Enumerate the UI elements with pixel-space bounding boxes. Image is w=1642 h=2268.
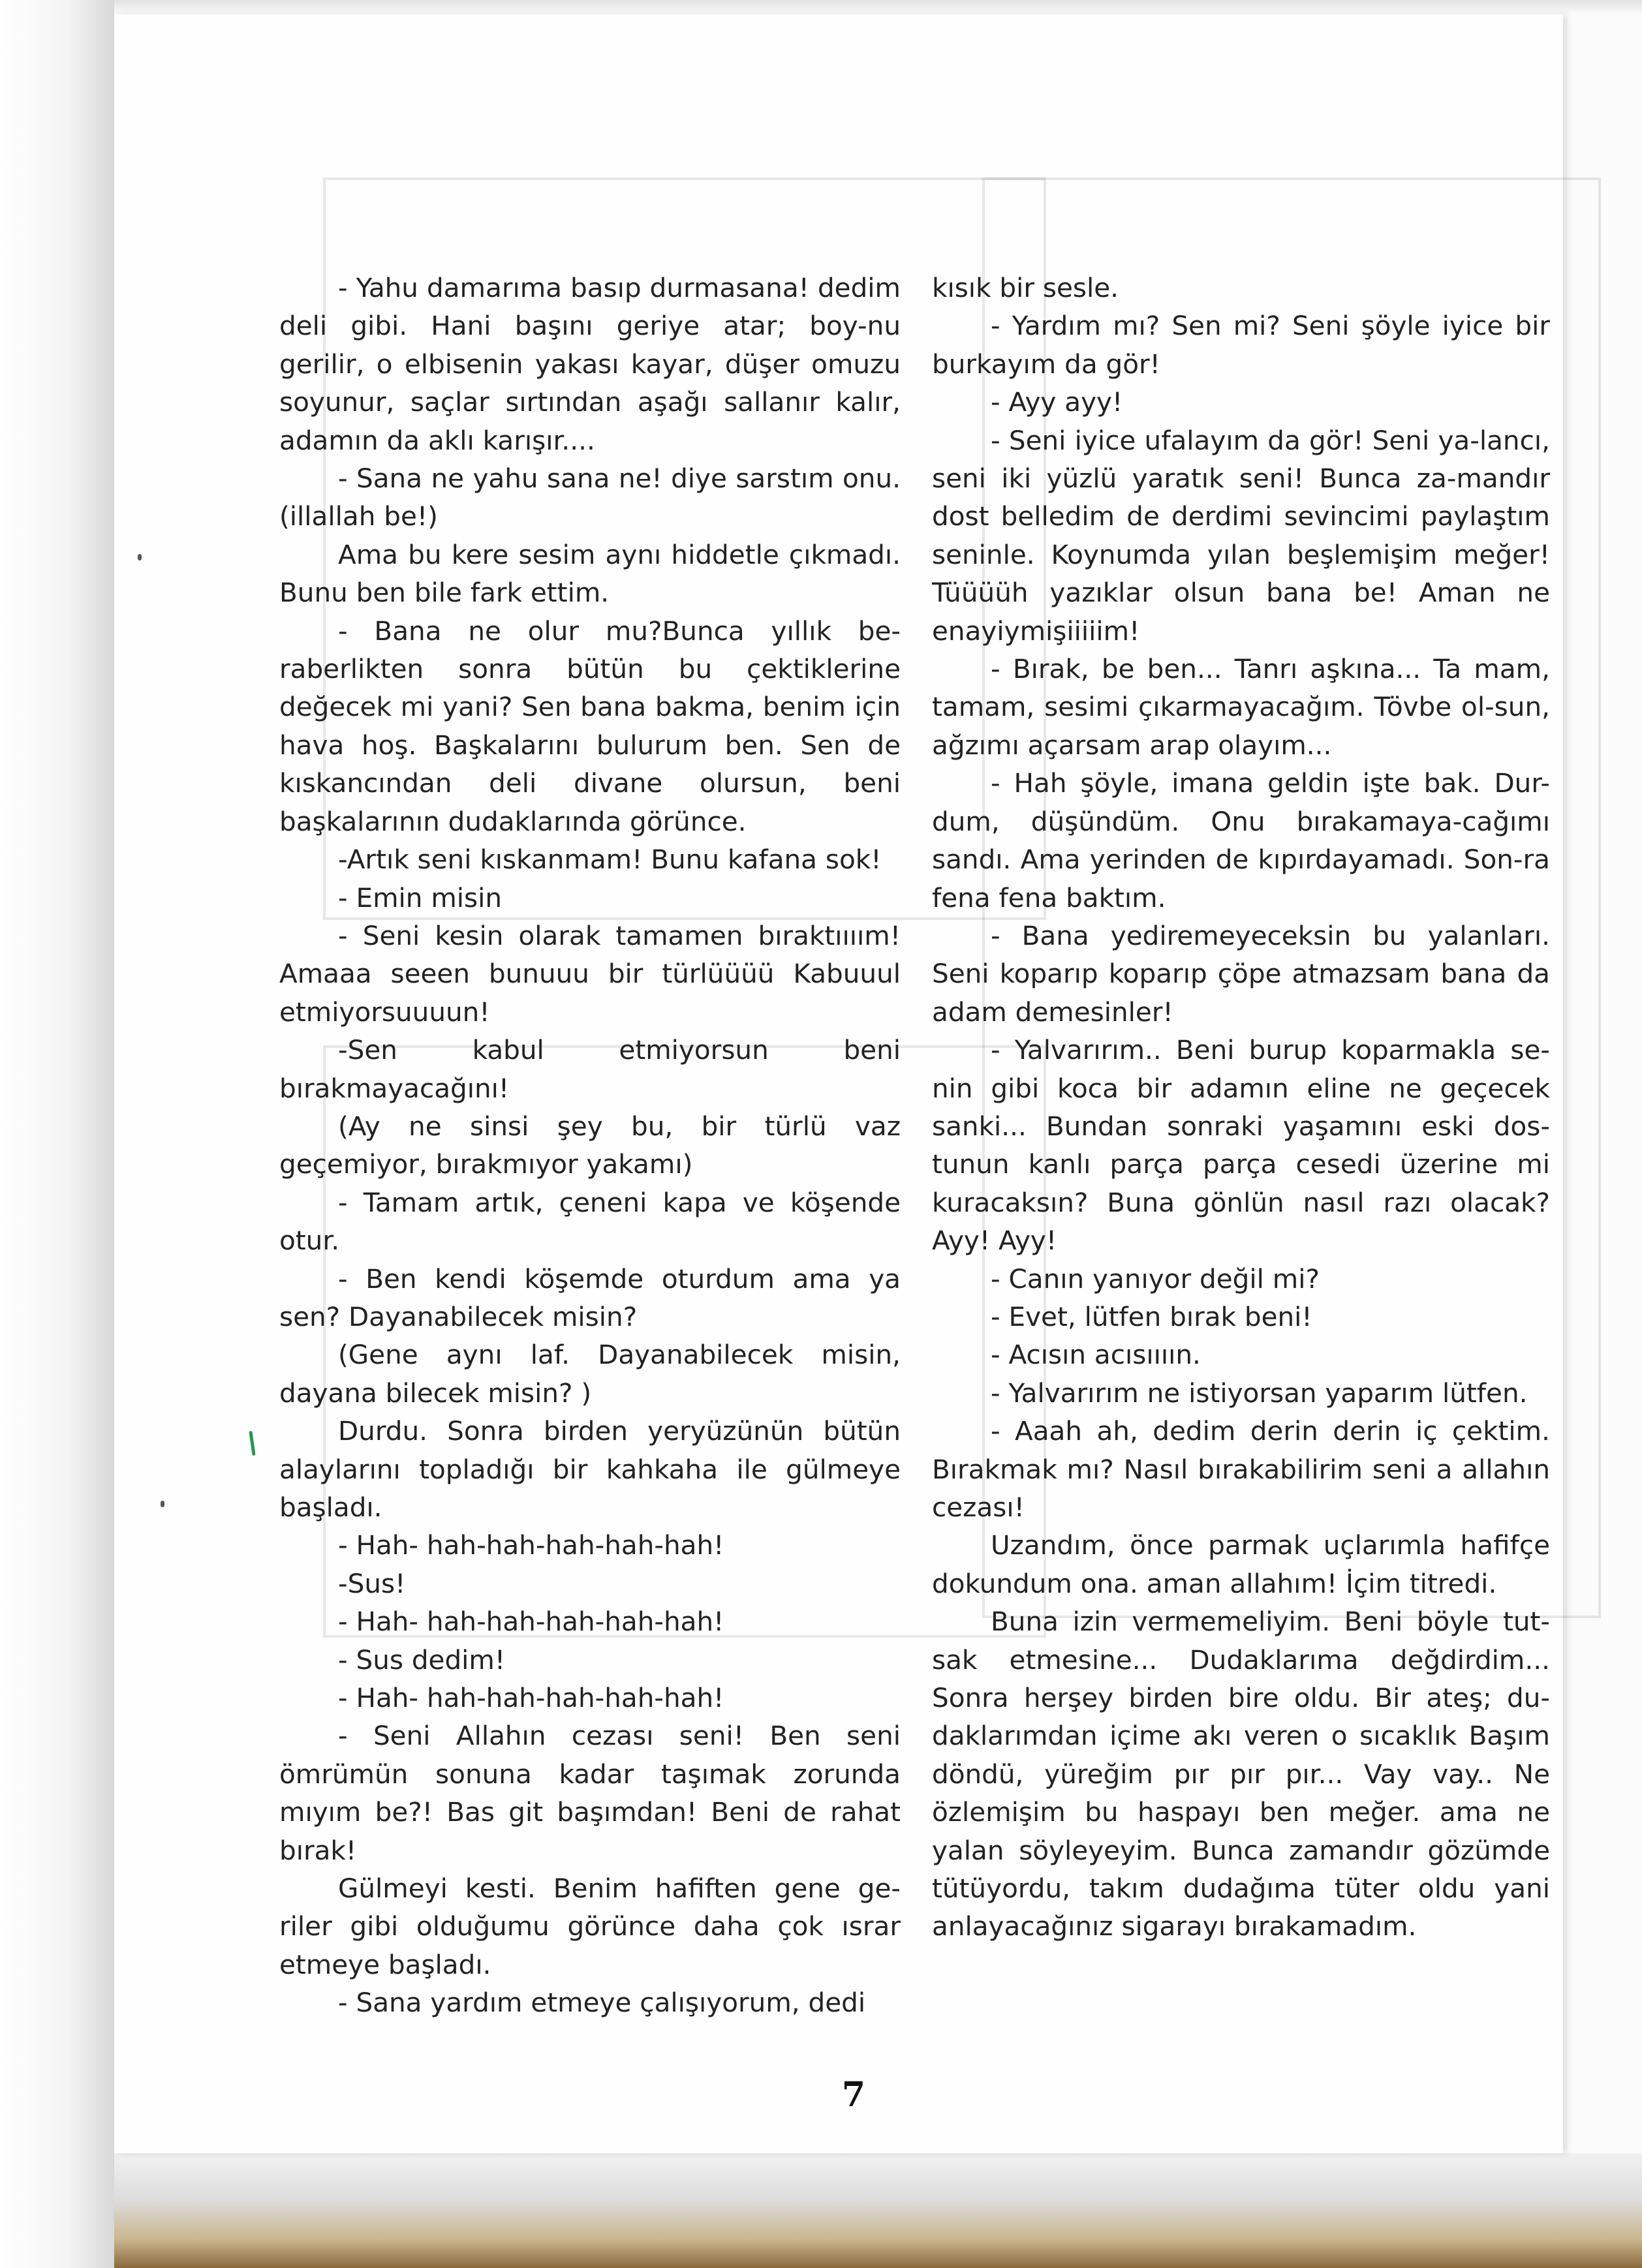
punch-mark xyxy=(161,1501,164,1507)
paragraph: - Tamam artık, çeneni kapa ve köşende otur. xyxy=(279,1186,901,1257)
page-number: 7 xyxy=(841,2075,866,2115)
paragraph: - Hah şöyle, imana geldin işte bak. Dur-dum, düşündüm. Onu bırakamaya-cağımı sandı. Ama yerinden de kıpırdayamadı. Son-ra fena fena baktım. xyxy=(932,767,1550,913)
bottom-edge xyxy=(114,2153,1642,2268)
paragraph: - Hah- hah-hah-hah-hah-hah! xyxy=(338,1529,724,1561)
paragraph: - Canın yanıyor değil mi? xyxy=(991,1263,1320,1295)
paragraph: Durdu. Sonra birden yeryüzünün bütün alaylarını topladığı bir kahkaha ile gülmeye başladı. xyxy=(279,1415,901,1523)
paragraph: - Yalvarırım ne istiyorsan yaparım lütfen. xyxy=(991,1377,1528,1409)
paragraph: - Seni iyice ufalayım da gör! Seni ya-lancı, seni iki yüzlü yaratık seni! Bunca za-mandır dost belledim de derdimi sevincimi paylaştım seninle. Koynumda yılan beşlemişim meğer! Tüüüüh yazıklar olsun bana be! Aman ne enayiymişiiiiim! xyxy=(932,424,1550,647)
paragraph: Buna izin vermemeliyim. Beni böyle tut-sak etmesine... Dudaklarıma değdirdim... Sonra herşey birden bire oldu. Bir ateş; du-daklarımdan içime akı veren o sıcaklık Başım döndü, yüreğim pır pır pır... Vay vay.. Ne özlemişim bu haspayı ben meğer. ama ne yalan söyleyeyim. Bunca zamandır gözümde tütüyordu, takım dudağıma tüter oldu yani anlayacağınız sigarayı bırakamadım. xyxy=(932,1606,1550,1942)
paragraph: - Yahu damarıma basıp durmasana! dedim deli gibi. Hani başını geriye atar; boy-nu gerilir, o elbisenin yakası kayar, düşer omuzu soyunur, saçlar sırtından aşağı sallanır kalır, adamın da aklı karışır.... xyxy=(279,272,901,456)
top-edge xyxy=(114,0,1642,14)
paragraph: - Hah- hah-hah-hah-hah-hah! xyxy=(338,1606,724,1638)
punch-mark xyxy=(138,554,142,560)
paragraph: (Ay ne sinsi şey bu, bir türlü vaz geçemiyor, bırakmıyor yakamı) xyxy=(279,1110,901,1180)
paragraph: (Gene aynı laf. Dayanabilecek misin, dayana bilecek misin? ) xyxy=(279,1339,901,1409)
paragraph: - Bana yediremeyeceksin bu yalanları. Seni koparıp koparıp çöpe atmazsam bana da adam demesinler! xyxy=(932,919,1550,1028)
paragraph: - Bırak, be ben... Tanrı aşkına... Ta mam, tamam, sesimi çıkarmayacağım. Tövbe ol-sun, ağzımı açarsam arap olayım... xyxy=(932,653,1550,761)
paragraph: kısık bir sesle. xyxy=(932,272,1119,303)
paragraph: - Sana yardım etmeye çalışıyorum, dedi xyxy=(338,1987,866,2019)
paragraph: - Aaah ah, dedim derin derin iç çektim. Bırakmak mı? Nasıl bırakabilirim seni a allahın cezası! xyxy=(932,1415,1550,1523)
paragraph: - Seni kesin olarak tamamen bıraktıııım! Amaaa seeen bunuuu bir türlüüüü Kabuuul etmiyorsuuuun! xyxy=(279,919,901,1028)
paragraph: - Sana ne yahu sana ne! diye sarstım onu. (illallah be!) xyxy=(279,463,901,532)
paragraph: Ama bu kere sesim aynı hiddetle çıkmadı. Bunu ben bile fark ettim. xyxy=(279,538,901,609)
paragraph: - Yardım mı? Sen mi? Seni şöyle iyice bir burkayım da gör! xyxy=(932,310,1550,380)
paragraph: - Hah- hah-hah-hah-hah-hah! xyxy=(338,1682,724,1714)
paragraph: -Artık seni kıskanmam! Bunu kafana sok! xyxy=(338,844,882,876)
paragraph: - Ben kendi köşemde oturdum ama ya sen? Dayanabilecek misin? xyxy=(279,1263,901,1332)
paragraph: - Seni Allahın cezası seni! Ben seni ömrümün sonuna kadar taşımak zorunda mıyım be?! Bas git başımdan! Beni de rahat bırak! xyxy=(279,1720,901,1866)
paragraph: - Bana ne olur mu?Bunca yıllık be-raberlikten sonra bütün bu çektiklerine değecek mi yani? Sen bana bakma, benim için hava hoş. Başkalarını bulurum ben. Sen de kıskancından deli divane olursun, beni başkalarının dudaklarında görünce. xyxy=(279,615,901,837)
paragraph: - Emin misin xyxy=(338,881,503,913)
paragraph: - Sus dedim! xyxy=(338,1644,506,1676)
binding-edge xyxy=(0,0,114,2268)
paragraph: - Ayy ayy! xyxy=(991,386,1123,418)
right-text-column xyxy=(932,269,1550,1946)
paragraph: - Evet, lütfen bırak beni! xyxy=(991,1300,1312,1332)
paragraph: - Yalvarırım.. Beni burup koparmakla se-nin gibi koca bir adamın eline ne geçecek sanki... Bundan sonraki yaşamını eski dos-tunun kanlı parça parça cesedi üzerine mi kuracaksın? Buna gönlün nasıl razı olacak? Ayy! Ayy! xyxy=(932,1034,1550,1257)
left-text-column xyxy=(279,269,901,2022)
paragraph: -Sus! xyxy=(338,1567,406,1599)
paragraph: -Sen kabul etmiyorsun beni bırakmayacağını! xyxy=(279,1034,901,1104)
paragraph: - Acısın acısıııın. xyxy=(991,1339,1201,1371)
paragraph: Uzandım, önce parmak uçlarımla hafifçe dokundum ona. aman allahım! İçim titredi. xyxy=(932,1529,1550,1599)
paragraph: Gülmeyi kesti. Benim hafiften gene ge-riler gibi olduğumu görünce daha çok ısrar etmeye başladı. xyxy=(279,1873,901,1980)
